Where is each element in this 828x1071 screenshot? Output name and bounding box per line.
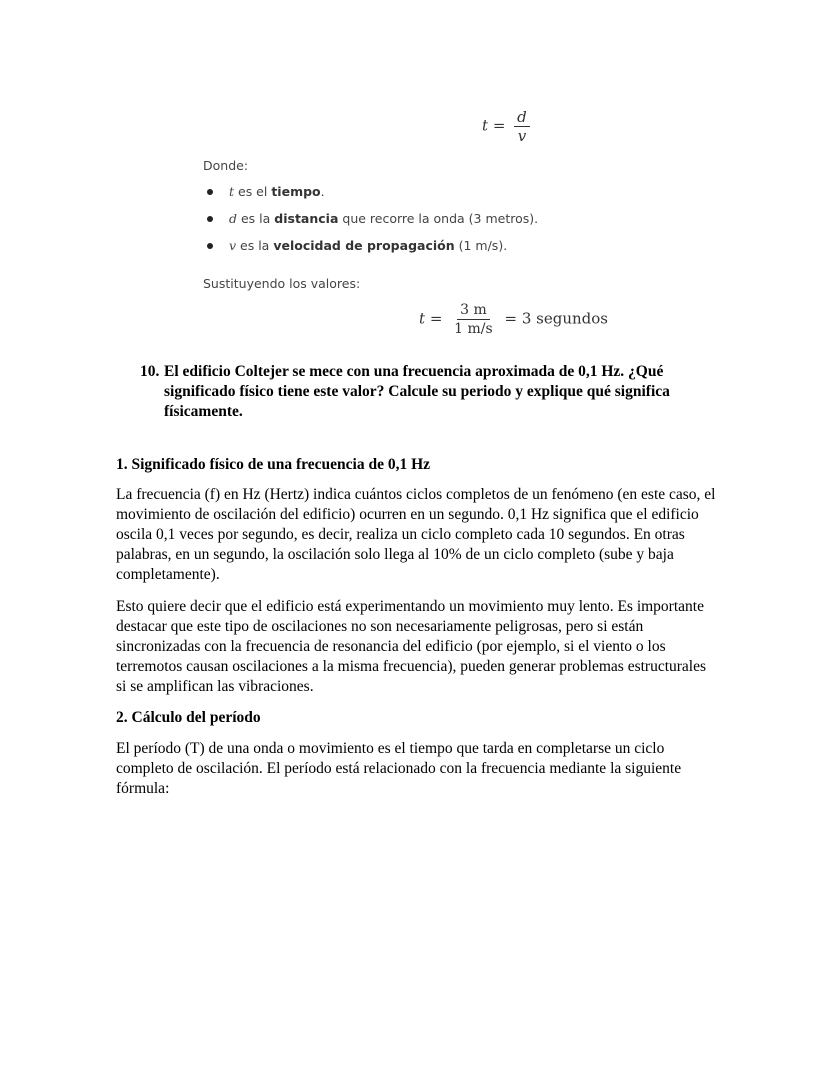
formula2-lhs: t (419, 309, 426, 328)
variable-symbol: v (229, 238, 237, 253)
formula1-numerator: d (514, 108, 530, 127)
question-number: 10. (140, 363, 160, 380)
formula2-numerator: 3 m (457, 301, 490, 320)
variable-term: tiempo (271, 184, 321, 199)
section2-paragraph: El período (T) de una onda o movimiento es el tiempo que tarda en completarse un ciclo completo de oscilación. El período está relacionado con la frecuencia mediante la siguiente fórmula: (116, 740, 682, 797)
variable-term: distancia (274, 211, 339, 226)
variable-term: velocidad de propagación (273, 238, 455, 253)
section1-paragraph-1: La frecuencia (f) en Hz (Hertz) indica cuántos ciclos completos de un fenómeno (en este caso, el movimiento de oscilación del edificio) ocurren en un segundo. 0,1 Hz significa que el edificio oscila 0,1 veces por segundo, es decir, realiza un ciclo completo cada 10 segundos. En otras palabras, en un segundo, la oscilación solo llega al 10% de un ciclo completo (sube y baja completamente). (116, 486, 716, 583)
variable-text-post: (1 m/s). (454, 238, 508, 253)
section2-heading: 2. Cálculo del período (116, 709, 261, 726)
section1-heading: 1. Significado físico de una frecuencia de 0,1 Hz (116, 456, 431, 473)
variable-text-pre: es la (237, 211, 275, 226)
variable-text-pre: es la (236, 238, 274, 253)
formula1-denominator: v (517, 127, 527, 145)
list-item (203, 182, 538, 209)
section1-paragraph-2: Esto quiere decir que el edificio está experimentando un movimiento muy lento. Es importante destacar que este tipo de oscilaciones no son necesariamente peligrosas, pero si están sincronizadas con la frecuencia de resonancia del edificio (por ejemplo, si el viento o los terremotos causan oscilaciones a la misma frecuencia), pueden generar problemas estructurales si se amplifican las vibraciones. (116, 598, 707, 695)
variable-symbol: d (229, 211, 238, 226)
question-text: El edificio Coltejer se mece con una frecuencia aproximada de 0,1 Hz. ¿Qué significado físico tiene este valor? Calcule su periodo y explique qué significa físicamente. (164, 363, 670, 420)
donde-label: Donde: (203, 158, 249, 173)
variable-text-post: . (320, 184, 325, 199)
list-item (203, 236, 538, 263)
formula2-result: = 3 segundos (504, 309, 608, 328)
variable-symbol: t (229, 184, 235, 199)
formula2-fraction (451, 301, 496, 338)
formula2-denominator: 1 m/s (454, 321, 493, 337)
bullet-icon (207, 189, 213, 195)
variable-definitions-list (203, 182, 538, 263)
formula1-equals: = (492, 116, 506, 135)
bullet-icon (207, 216, 213, 222)
variable-text-post: que recorre la onda (3 metros). (338, 211, 539, 226)
formula1-lhs: t (482, 116, 489, 135)
formula-time-distance-velocity (482, 108, 534, 145)
bullet-icon (207, 243, 213, 249)
formula1-fraction (514, 108, 530, 145)
variable-text-pre: es el (234, 184, 272, 199)
formula2-equals: = (429, 309, 443, 328)
sustituyendo-label: Sustituyendo los valores: (203, 276, 361, 291)
list-item (203, 209, 538, 236)
formula-substitution (419, 301, 608, 338)
question-10 (140, 362, 710, 422)
